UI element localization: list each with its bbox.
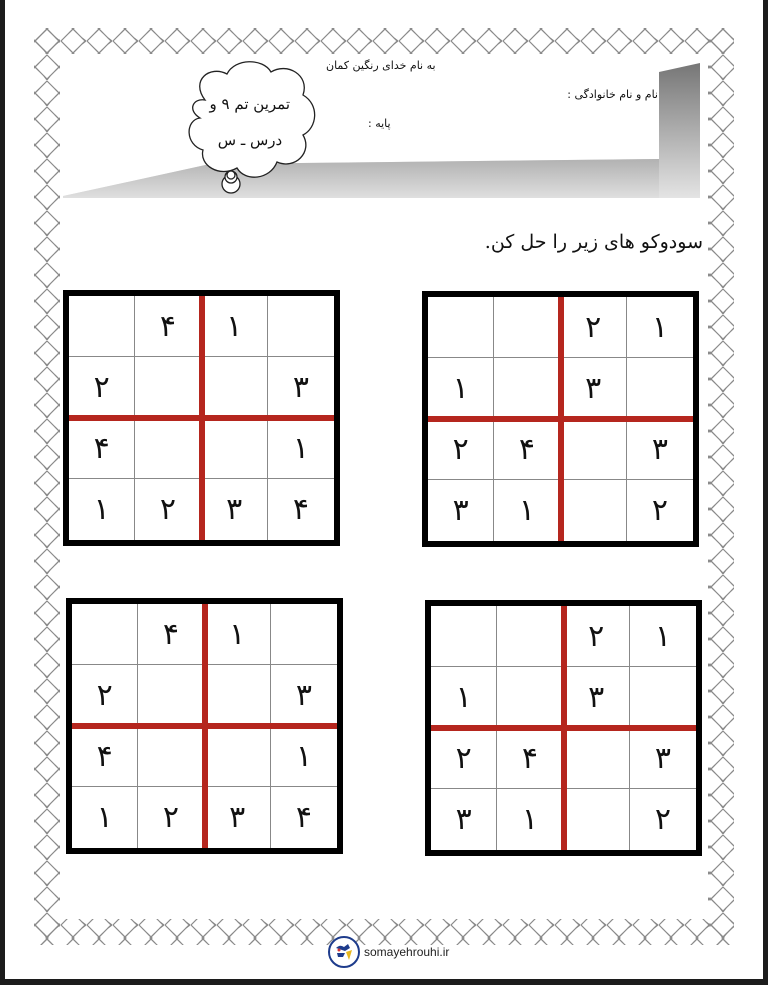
footer (328, 932, 449, 972)
sudoku-cell[interactable]: ۴ (292, 492, 309, 527)
sudoku-cell[interactable] (135, 418, 201, 479)
website-link[interactable]: somayehrouhi.ir (364, 945, 450, 959)
sudoku-cell[interactable]: ۱ (69, 479, 135, 540)
sudoku-cell[interactable]: ۴ (497, 728, 563, 789)
sudoku-cell[interactable] (72, 604, 138, 665)
sudoku-cell[interactable]: ۳ (561, 358, 627, 419)
grade-label: پایه : (368, 117, 391, 130)
sudoku-cell[interactable] (268, 296, 334, 357)
sudoku-cell[interactable]: ۳ (431, 789, 497, 850)
sudoku-cell[interactable]: ۲ (138, 787, 204, 848)
sudoku-cell[interactable] (205, 665, 271, 726)
sudoku-cell[interactable]: ۱ (497, 789, 563, 850)
sudoku-cell[interactable]: ۲ (428, 419, 494, 480)
sudoku-cell[interactable] (561, 419, 627, 480)
block-divider-horizontal (72, 723, 337, 729)
sudoku-cell[interactable] (69, 296, 135, 357)
sudoku-cell[interactable] (202, 418, 268, 479)
sudoku-cell[interactable]: ۴ (72, 726, 138, 787)
sudoku-cell[interactable]: ۲ (72, 665, 138, 726)
sudoku-cell[interactable] (271, 604, 337, 665)
sudoku-cell[interactable]: ۳ (202, 479, 268, 540)
sudoku-cell[interactable] (561, 480, 627, 541)
sudoku-cell[interactable] (202, 357, 268, 418)
sudoku-top-right (422, 291, 699, 547)
sudoku-cell[interactable]: ۱ (630, 606, 696, 667)
sudoku-cell[interactable]: ۱ (494, 480, 560, 541)
bismillah-heading: به نام خدای رنگین کمان (326, 59, 436, 72)
sudoku-cell[interactable]: ۲ (431, 728, 497, 789)
sudoku-cell[interactable]: ۱ (271, 726, 337, 787)
sudoku-cell[interactable]: ۴ (138, 604, 204, 665)
block-divider-horizontal (428, 416, 693, 422)
sudoku-cell[interactable]: ۳ (630, 728, 696, 789)
sudoku-cell[interactable]: ۱ (202, 296, 268, 357)
sudoku-cell[interactable]: ۱ (72, 787, 138, 848)
sudoku-cell[interactable] (497, 606, 563, 667)
sudoku-cell[interactable]: ۲ (135, 479, 201, 540)
sudoku-cell[interactable] (138, 665, 204, 726)
sudoku-cell[interactable]: ۳ (205, 787, 271, 848)
sudoku-cell[interactable] (564, 789, 630, 850)
block-divider-horizontal (431, 725, 696, 731)
sudoku-cell[interactable]: ۳ (268, 357, 334, 418)
sudoku-cell[interactable] (431, 606, 497, 667)
worksheet-page (5, 0, 763, 979)
sudoku-cell[interactable]: ۳ (564, 667, 630, 728)
cloud-title-line1: تمرین تم ۹ و (209, 95, 290, 113)
block-divider-horizontal (69, 415, 334, 421)
sudoku-cell[interactable]: ۲ (69, 357, 135, 418)
sudoku-cell[interactable] (205, 726, 271, 787)
sudoku-cell[interactable] (494, 297, 560, 358)
sudoku-cell[interactable] (494, 358, 560, 419)
sudoku-cell[interactable]: ۳ (428, 480, 494, 541)
sudoku-cell[interactable]: ۱ (627, 297, 693, 358)
sudoku-cell[interactable]: ۱ (268, 418, 334, 479)
sudoku-cell[interactable]: ۳ (271, 665, 337, 726)
sudoku-cell[interactable] (135, 357, 201, 418)
sudoku-cell[interactable]: ۲ (564, 606, 630, 667)
name-label: نام و نام خانوادگی : (567, 88, 658, 101)
sudoku-cell[interactable] (627, 358, 693, 419)
site-logo-icon (328, 936, 360, 968)
sudoku-cell[interactable] (428, 297, 494, 358)
cloud-title-line2: درس ـ س (217, 131, 283, 149)
sudoku-cell[interactable]: ۴ (69, 418, 135, 479)
sudoku-cell[interactable]: ۳ (627, 419, 693, 480)
instruction-text: سودوکو های زیر را حل کن. (484, 231, 703, 253)
sudoku-cell[interactable]: ۱ (428, 358, 494, 419)
sudoku-cell[interactable] (497, 667, 563, 728)
sudoku-cell[interactable]: ۴ (295, 800, 312, 835)
sudoku-top-left (63, 290, 340, 546)
sudoku-cell[interactable]: ۴ (135, 296, 201, 357)
sudoku-cell[interactable]: ۴ (494, 419, 560, 480)
sudoku-cell[interactable] (630, 667, 696, 728)
sudoku-cell[interactable] (138, 726, 204, 787)
sudoku-bottom-right (425, 600, 702, 856)
sudoku-cell[interactable]: ۲ (651, 493, 668, 528)
sudoku-bottom-left (66, 598, 343, 854)
sudoku-cell[interactable]: ۱ (205, 604, 271, 665)
sudoku-cell[interactable]: ۱ (431, 667, 497, 728)
sudoku-cell[interactable] (564, 728, 630, 789)
sudoku-cell[interactable]: ۲ (654, 802, 671, 837)
sudoku-cell[interactable]: ۲ (561, 297, 627, 358)
